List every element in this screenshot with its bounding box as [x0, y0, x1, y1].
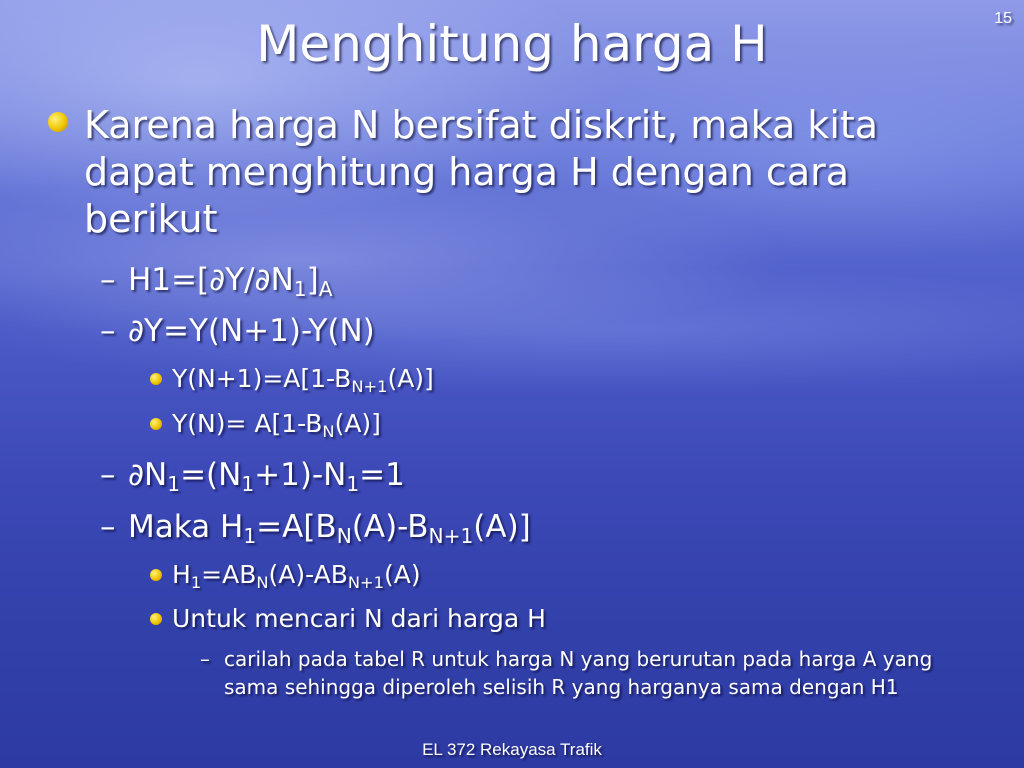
maka-formula: Maka $H_1=A[B_N(A)-B_{N+1}(A)]$ — [128, 509, 531, 549]
untuk-text: Untuk mencari N dari harga H — [172, 604, 546, 633]
dn-formula: $\partial N_1=(N_1+1)-N_1=1$ — [128, 457, 405, 497]
bullet-icon — [150, 373, 162, 385]
slide-title: Menghitung harga H — [256, 15, 768, 73]
carilah-text: carilah pada tabel R untuk harga N yang berurutan pada harga A yang sama sehingga diperoleh selisih R yang harganya sama dengan H1 — [224, 647, 933, 699]
dash-marker: – — [100, 509, 116, 545]
dy-formula: ∂Y=Y(N+1)-Y(N) — [128, 313, 375, 349]
main-bullet-text: Karena harga N bersifat diskrit, maka kita dapat menghitung harga H dengan cara berikut — [84, 103, 879, 241]
bullet-icon — [150, 613, 162, 625]
dash-marker: – — [200, 647, 210, 671]
slide-footer: EL 372 Rekayasa Trafik — [422, 740, 602, 759]
bullet-icon — [150, 569, 162, 581]
slide-number: 15 — [994, 10, 1012, 27]
dash-marker: – — [100, 457, 116, 493]
bullet-icon — [150, 418, 162, 430]
dash-marker: – — [100, 313, 116, 349]
dash-marker: – — [100, 262, 116, 298]
bullet-icon — [48, 112, 68, 132]
yn1-formula: $Y(N+1)=A[1-B_{N+1}(A)]$ — [172, 364, 434, 396]
h1-formula: $H1=[\partial Y/\partial N_1]_A$ — [128, 262, 333, 302]
h1ab-formula: $H_1=AB_N(A)-AB_{N+1}(A)$ — [172, 560, 421, 592]
yn-formula: $Y(N)= A[1-B_N(A)]$ — [172, 409, 381, 441]
